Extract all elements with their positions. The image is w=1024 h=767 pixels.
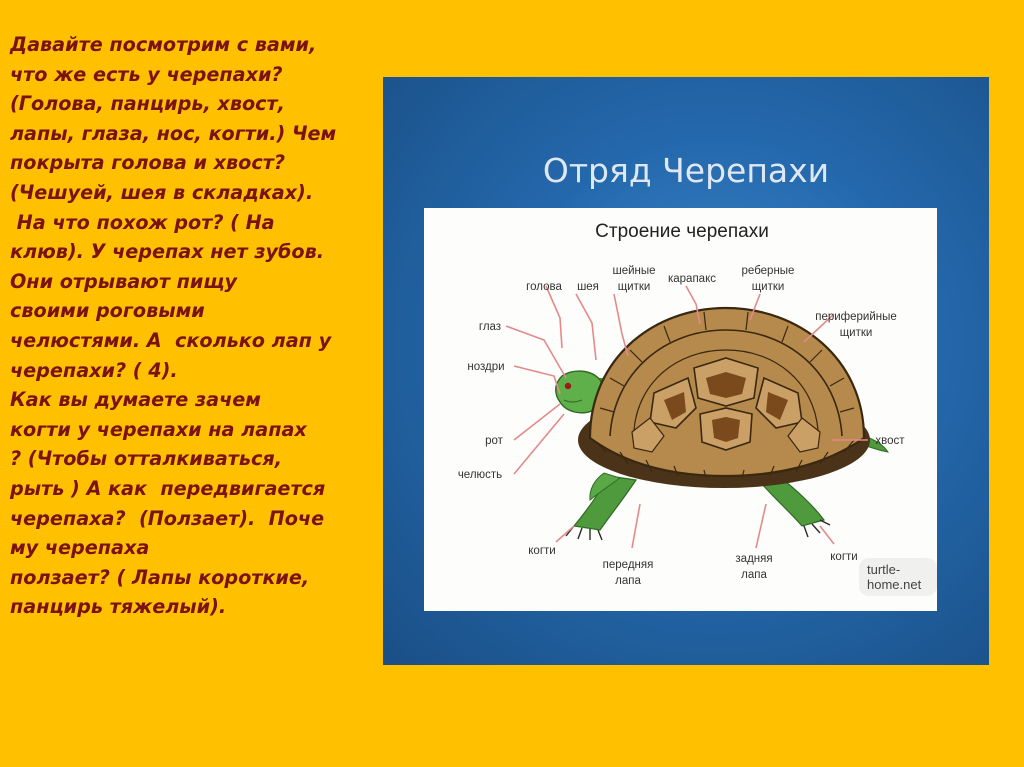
figure-title: Отряд Черепахи xyxy=(542,151,830,190)
source-credit: turtle-home.net xyxy=(859,558,937,596)
label-chelyust: челюсть xyxy=(457,469,503,481)
label-rot: рот xyxy=(485,435,503,447)
text-line: черепахи? ( 4). xyxy=(10,358,178,382)
label-karapaks: карапакс xyxy=(667,273,717,285)
label-rebernye-1: реберные xyxy=(741,265,795,277)
text-line: рыть ) А как передвигается xyxy=(10,476,326,500)
label-nozdri: ноздри xyxy=(467,361,505,373)
label-khvost: хвост xyxy=(875,435,905,447)
label-perednyaya-2: лапа xyxy=(615,575,641,587)
text-line: черепаха? (Ползает). Поче xyxy=(10,506,325,530)
text-line: ? (Чтобы отталкиваться, xyxy=(10,447,283,471)
slide-text xyxy=(10,30,395,622)
label-perednyaya-1: передняя xyxy=(602,559,654,571)
label-zadnyaya-1: задняя xyxy=(735,553,773,565)
label-golova: голова xyxy=(526,281,562,293)
label-sheinye-2: щитки xyxy=(617,281,651,293)
turtle-diagram xyxy=(424,208,937,611)
text-line: му черепаха xyxy=(10,536,150,560)
text-line: покрыта голова и хвост? xyxy=(10,151,285,175)
text-line: (Чешуей, шея в складках). xyxy=(10,180,314,204)
text-line: Давайте посмотрим с вами, xyxy=(10,33,317,56)
label-sheya: шея xyxy=(577,281,599,293)
text-line: Они отрывают пищу xyxy=(10,269,238,293)
label-glaz: глаз xyxy=(478,321,502,333)
text-line: панцирь тяжелый). xyxy=(10,595,227,619)
text-line: ползает? ( Лапы короткие, xyxy=(10,565,310,589)
text-line: клюв). У черепах нет зубов. xyxy=(10,240,325,264)
label-perif-1: периферийные xyxy=(815,311,897,323)
label-perif-2: щитки xyxy=(839,327,873,339)
text-line: что же есть у черепахи? xyxy=(10,62,283,86)
label-kogti-right: когти xyxy=(830,551,858,563)
label-rebernye-2: щитки xyxy=(751,281,785,293)
text-line: своими роговыми xyxy=(10,299,205,323)
eye-icon xyxy=(565,383,571,389)
text-line: челюстями. А сколько лап у xyxy=(10,328,332,352)
text-line: когти у черепахи на лапах xyxy=(10,417,307,441)
label-sheinye-1: шейные xyxy=(612,265,656,277)
text-line: (Голова, панцирь, хвост, xyxy=(10,92,285,116)
label-zadnyaya-2: лапа xyxy=(741,569,767,581)
text-line: лапы, глаза, нос, когти.) Чем xyxy=(10,121,337,145)
turtle-illustration xyxy=(424,208,937,611)
turtle-figure-panel xyxy=(383,77,989,665)
text-line: Как вы думаете зачем xyxy=(10,388,261,412)
label-kogti-left: когти xyxy=(528,545,556,557)
text-line: На что похож рот? ( На xyxy=(10,210,275,234)
figure-subtitle: Строение черепахи xyxy=(595,221,769,242)
